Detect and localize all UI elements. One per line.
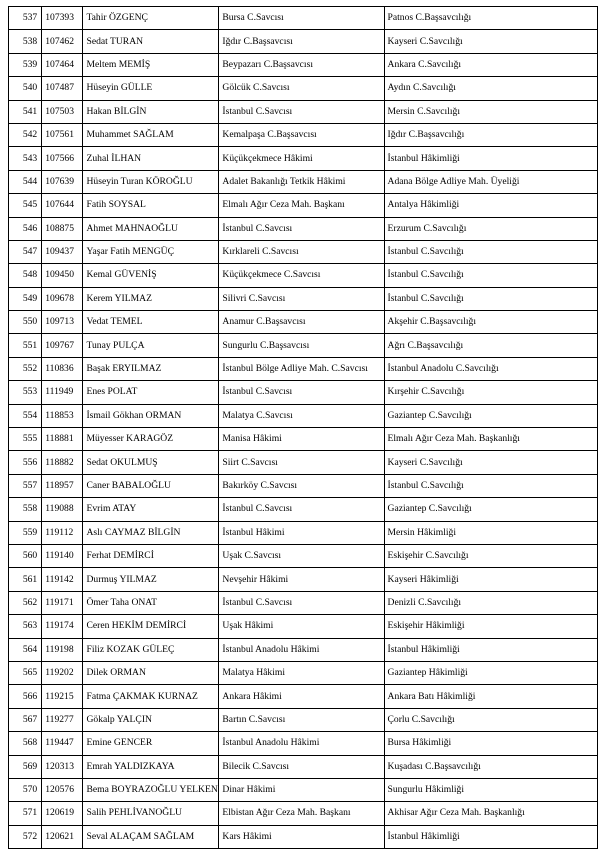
person-name-cell: Fatih SOYSAL xyxy=(83,194,219,217)
table-row xyxy=(9,287,598,310)
new-position-cell: Kayseri C.Savcılığı xyxy=(384,30,597,53)
registry-number-cell: 119174 xyxy=(42,615,83,638)
registry-number-cell: 120576 xyxy=(42,778,83,801)
new-position-cell: İstanbul C.Savcılığı xyxy=(384,474,597,497)
table-row xyxy=(9,123,598,146)
row-number-cell: 571 xyxy=(9,802,42,825)
new-position-cell: Gaziantep Hâkimliği xyxy=(384,661,597,684)
row-number-cell: 550 xyxy=(9,311,42,334)
table-row xyxy=(9,217,598,240)
table-row xyxy=(9,825,598,848)
current-position-cell: İstanbul C.Savcısı xyxy=(219,100,384,123)
person-name-cell: Kemal GÜVENİŞ xyxy=(83,264,219,287)
current-position-cell: Gölcük C.Savcısı xyxy=(219,77,384,100)
new-position-cell: Iğdır C.Başsavcılığı xyxy=(384,123,597,146)
table-row xyxy=(9,240,598,263)
person-name-cell: Müyesser KARAGÖZ xyxy=(83,428,219,451)
row-number-cell: 545 xyxy=(9,194,42,217)
row-number-cell: 547 xyxy=(9,240,42,263)
row-number-cell: 544 xyxy=(9,170,42,193)
person-name-cell: Sedat OKULMUŞ xyxy=(83,451,219,474)
current-position-cell: İstanbul C.Savcısı xyxy=(219,591,384,614)
person-name-cell: Meltem MEMİŞ xyxy=(83,53,219,76)
row-number-cell: 562 xyxy=(9,591,42,614)
table-row xyxy=(9,755,598,778)
row-number-cell: 552 xyxy=(9,357,42,380)
row-number-cell: 542 xyxy=(9,123,42,146)
row-number-cell: 558 xyxy=(9,498,42,521)
current-position-cell: İstanbul Bölge Adliye Mah. C.Savcısı xyxy=(219,357,384,380)
current-position-cell: Uşak C.Savcısı xyxy=(219,544,384,567)
current-position-cell: Siirt C.Savcısı xyxy=(219,451,384,474)
table-row xyxy=(9,381,598,404)
person-name-cell: Ahmet MAHNAOĞLU xyxy=(83,217,219,240)
current-position-cell: Dinar Hâkimi xyxy=(219,778,384,801)
row-number-cell: 540 xyxy=(9,77,42,100)
current-position-cell: Iğdır C.Başsavcısı xyxy=(219,30,384,53)
new-position-cell: Kuşadası C.Başsavcılığı xyxy=(384,755,597,778)
table-row xyxy=(9,311,598,334)
appointment-table xyxy=(8,6,598,849)
current-position-cell: Kırklareli C.Savcısı xyxy=(219,240,384,263)
new-position-cell: İstanbul Anadolu C.Savcılığı xyxy=(384,357,597,380)
current-position-cell: Küçükçekmece Hâkimi xyxy=(219,147,384,170)
registry-number-cell: 119088 xyxy=(42,498,83,521)
table-row xyxy=(9,778,598,801)
row-number-cell: 543 xyxy=(9,147,42,170)
new-position-cell: İstanbul C.Savcılığı xyxy=(384,240,597,263)
new-position-cell: Antalya Hâkimliği xyxy=(384,194,597,217)
registry-number-cell: 110836 xyxy=(42,357,83,380)
table-row xyxy=(9,264,598,287)
new-position-cell: Aydın C.Savcılığı xyxy=(384,77,597,100)
registry-number-cell: 109450 xyxy=(42,264,83,287)
current-position-cell: İstanbul Anadolu Hâkimi xyxy=(219,638,384,661)
current-position-cell: İstanbul C.Savcısı xyxy=(219,217,384,240)
registry-number-cell: 119112 xyxy=(42,521,83,544)
person-name-cell: Aslı CAYMAZ BİLGİN xyxy=(83,521,219,544)
current-position-cell: Adalet Bakanlığı Tetkik Hâkimi xyxy=(219,170,384,193)
table-row xyxy=(9,544,598,567)
current-position-cell: Bilecik C.Savcısı xyxy=(219,755,384,778)
person-name-cell: Salih PEHLİVANOĞLU xyxy=(83,802,219,825)
current-position-cell: İstanbul C.Savcısı xyxy=(219,498,384,521)
current-position-cell: Bakırköy C.Savcısı xyxy=(219,474,384,497)
table-row xyxy=(9,474,598,497)
person-name-cell: Emrah YALDIZKAYA xyxy=(83,755,219,778)
person-name-cell: Sedat TURAN xyxy=(83,30,219,53)
person-name-cell: Ceren HEKİM DEMİRCİ xyxy=(83,615,219,638)
new-position-cell: Eskişehir Hâkimliği xyxy=(384,615,597,638)
row-number-cell: 555 xyxy=(9,428,42,451)
current-position-cell: Bursa C.Savcısı xyxy=(219,7,384,30)
current-position-cell: Kars Hâkimi xyxy=(219,825,384,848)
registry-number-cell: 118957 xyxy=(42,474,83,497)
row-number-cell: 546 xyxy=(9,217,42,240)
new-position-cell: Çorlu C.Savcılığı xyxy=(384,708,597,731)
current-position-cell: Beypazarı C.Başsavcısı xyxy=(219,53,384,76)
table-row xyxy=(9,638,598,661)
table-row xyxy=(9,685,598,708)
registry-number-cell: 120313 xyxy=(42,755,83,778)
row-number-cell: 549 xyxy=(9,287,42,310)
row-number-cell: 570 xyxy=(9,778,42,801)
current-position-cell: Uşak Hâkimi xyxy=(219,615,384,638)
registry-number-cell: 107487 xyxy=(42,77,83,100)
new-position-cell: Kırşehir C.Savcılığı xyxy=(384,381,597,404)
registry-number-cell: 111949 xyxy=(42,381,83,404)
registry-number-cell: 120621 xyxy=(42,825,83,848)
registry-number-cell: 119202 xyxy=(42,661,83,684)
person-name-cell: Zuhal İLHAN xyxy=(83,147,219,170)
current-position-cell: Anamur C.Başsavcısı xyxy=(219,311,384,334)
table-row xyxy=(9,194,598,217)
registry-number-cell: 109713 xyxy=(42,311,83,334)
registry-number-cell: 120619 xyxy=(42,802,83,825)
registry-number-cell: 107566 xyxy=(42,147,83,170)
registry-number-cell: 107561 xyxy=(42,123,83,146)
row-number-cell: 553 xyxy=(9,381,42,404)
new-position-cell: Ankara C.Savcılığı xyxy=(384,53,597,76)
current-position-cell: Malatya C.Savcısı xyxy=(219,404,384,427)
registry-number-cell: 109437 xyxy=(42,240,83,263)
person-name-cell: Tunay PULÇA xyxy=(83,334,219,357)
new-position-cell: Gaziantep C.Savcılığı xyxy=(384,498,597,521)
person-name-cell: Yaşar Fatih MENGÜÇ xyxy=(83,240,219,263)
current-position-cell: İstanbul C.Savcısı xyxy=(219,381,384,404)
registry-number-cell: 109767 xyxy=(42,334,83,357)
registry-number-cell: 119140 xyxy=(42,544,83,567)
row-number-cell: 565 xyxy=(9,661,42,684)
table-row xyxy=(9,53,598,76)
new-position-cell: İstanbul Hâkimliği xyxy=(384,825,597,848)
person-name-cell: Muhammet SAĞLAM xyxy=(83,123,219,146)
table-row xyxy=(9,100,598,123)
current-position-cell: Elmalı Ağır Ceza Mah. Başkanı xyxy=(219,194,384,217)
person-name-cell: Durmuş YILMAZ xyxy=(83,568,219,591)
new-position-cell: İstanbul Hâkimliği xyxy=(384,147,597,170)
table-row xyxy=(9,498,598,521)
person-name-cell: Ferhat DEMİRCİ xyxy=(83,544,219,567)
new-position-cell: Ağrı C.Başsavcılığı xyxy=(384,334,597,357)
table-row xyxy=(9,428,598,451)
person-name-cell: Gökalp YALÇIN xyxy=(83,708,219,731)
person-name-cell: Emine GENCER xyxy=(83,732,219,755)
new-position-cell: İstanbul C.Savcılığı xyxy=(384,264,597,287)
current-position-cell: Malatya Hâkimi xyxy=(219,661,384,684)
person-name-cell: Caner BABALOĞLU xyxy=(83,474,219,497)
current-position-cell: Ankara Hâkimi xyxy=(219,685,384,708)
registry-number-cell: 119447 xyxy=(42,732,83,755)
table-row xyxy=(9,404,598,427)
table-row xyxy=(9,357,598,380)
new-position-cell: Sungurlu Hâkimliği xyxy=(384,778,597,801)
table-row xyxy=(9,30,598,53)
new-position-cell: Erzurum C.Savcılığı xyxy=(384,217,597,240)
person-name-cell: Hüseyin Turan KÖROĞLU xyxy=(83,170,219,193)
registry-number-cell: 107462 xyxy=(42,30,83,53)
table-row xyxy=(9,77,598,100)
table-row xyxy=(9,170,598,193)
table-row xyxy=(9,615,598,638)
current-position-cell: Nevşehir Hâkimi xyxy=(219,568,384,591)
new-position-cell: Akşehir C.Başsavcılığı xyxy=(384,311,597,334)
person-name-cell: Kerem YILMAZ xyxy=(83,287,219,310)
current-position-cell: Sungurlu C.Başsavcısı xyxy=(219,334,384,357)
current-position-cell: Elbistan Ağır Ceza Mah. Başkanı xyxy=(219,802,384,825)
new-position-cell: Kayseri Hâkimliği xyxy=(384,568,597,591)
row-number-cell: 559 xyxy=(9,521,42,544)
new-position-cell: İstanbul C.Savcılığı xyxy=(384,287,597,310)
row-number-cell: 541 xyxy=(9,100,42,123)
row-number-cell: 567 xyxy=(9,708,42,731)
person-name-cell: Başak ERYILMAZ xyxy=(83,357,219,380)
row-number-cell: 568 xyxy=(9,732,42,755)
person-name-cell: Hüseyin GÜLLE xyxy=(83,77,219,100)
row-number-cell: 563 xyxy=(9,615,42,638)
row-number-cell: 572 xyxy=(9,825,42,848)
row-number-cell: 539 xyxy=(9,53,42,76)
registry-number-cell: 107464 xyxy=(42,53,83,76)
person-name-cell: Vedat TEMEL xyxy=(83,311,219,334)
new-position-cell: Elmalı Ağır Ceza Mah. Başkanlığı xyxy=(384,428,597,451)
row-number-cell: 538 xyxy=(9,30,42,53)
new-position-cell: Eskişehir C.Savcılığı xyxy=(384,544,597,567)
row-number-cell: 556 xyxy=(9,451,42,474)
new-position-cell: Patnos C.Başsavcılığı xyxy=(384,7,597,30)
table-row xyxy=(9,732,598,755)
table-row xyxy=(9,802,598,825)
table-row xyxy=(9,708,598,731)
registry-number-cell: 119277 xyxy=(42,708,83,731)
person-name-cell: Evrim ATAY xyxy=(83,498,219,521)
registry-number-cell: 118882 xyxy=(42,451,83,474)
new-position-cell: Akhisar Ağır Ceza Mah. Başkanlığı xyxy=(384,802,597,825)
registry-number-cell: 107503 xyxy=(42,100,83,123)
registry-number-cell: 118881 xyxy=(42,428,83,451)
table-row xyxy=(9,334,598,357)
row-number-cell: 560 xyxy=(9,544,42,567)
person-name-cell: Tahir ÖZGENÇ xyxy=(83,7,219,30)
registry-number-cell: 119215 xyxy=(42,685,83,708)
person-name-cell: Hakan BİLGİN xyxy=(83,100,219,123)
new-position-cell: Kayseri C.Savcılığı xyxy=(384,451,597,474)
new-position-cell: Mersin Hâkimliği xyxy=(384,521,597,544)
new-position-cell: Gaziantep C.Savcılığı xyxy=(384,404,597,427)
table-row xyxy=(9,7,598,30)
current-position-cell: Bartın C.Savcısı xyxy=(219,708,384,731)
row-number-cell: 561 xyxy=(9,568,42,591)
person-name-cell: Ömer Taha ONAT xyxy=(83,591,219,614)
registry-number-cell: 118853 xyxy=(42,404,83,427)
current-position-cell: Küçükçekmece C.Savcısı xyxy=(219,264,384,287)
registry-number-cell: 109678 xyxy=(42,287,83,310)
new-position-cell: Ankara Batı Hâkimliği xyxy=(384,685,597,708)
person-name-cell: İsmail Gökhan ORMAN xyxy=(83,404,219,427)
new-position-cell: Denizli C.Savcılığı xyxy=(384,591,597,614)
table-row xyxy=(9,147,598,170)
current-position-cell: Silivri C.Savcısı xyxy=(219,287,384,310)
person-name-cell: Enes POLAT xyxy=(83,381,219,404)
row-number-cell: 548 xyxy=(9,264,42,287)
appointment-table-body xyxy=(9,7,598,849)
new-position-cell: Mersin C.Savcılığı xyxy=(384,100,597,123)
current-position-cell: Kemalpaşa C.Başsavcısı xyxy=(219,123,384,146)
table-row xyxy=(9,521,598,544)
table-row xyxy=(9,591,598,614)
table-row xyxy=(9,661,598,684)
new-position-cell: İstanbul Hâkimliği xyxy=(384,638,597,661)
row-number-cell: 569 xyxy=(9,755,42,778)
registry-number-cell: 107644 xyxy=(42,194,83,217)
registry-number-cell: 108875 xyxy=(42,217,83,240)
new-position-cell: Adana Bölge Adliye Mah. Üyeliği xyxy=(384,170,597,193)
person-name-cell: Seval ALAÇAM SAĞLAM xyxy=(83,825,219,848)
current-position-cell: İstanbul Anadolu Hâkimi xyxy=(219,732,384,755)
row-number-cell: 557 xyxy=(9,474,42,497)
registry-number-cell: 107639 xyxy=(42,170,83,193)
current-position-cell: Manisa Hâkimi xyxy=(219,428,384,451)
registry-number-cell: 119142 xyxy=(42,568,83,591)
registry-number-cell: 119198 xyxy=(42,638,83,661)
registry-number-cell: 119171 xyxy=(42,591,83,614)
table-row xyxy=(9,568,598,591)
person-name-cell: Fatma ÇAKMAK KURNAZ xyxy=(83,685,219,708)
person-name-cell: Dilek ORMAN xyxy=(83,661,219,684)
row-number-cell: 564 xyxy=(9,638,42,661)
row-number-cell: 554 xyxy=(9,404,42,427)
row-number-cell: 566 xyxy=(9,685,42,708)
row-number-cell: 551 xyxy=(9,334,42,357)
person-name-cell: Bema BOYRAZOĞLU YELKEN xyxy=(83,778,219,801)
registry-number-cell: 107393 xyxy=(42,7,83,30)
row-number-cell: 537 xyxy=(9,7,42,30)
new-position-cell: Bursa Hâkimliği xyxy=(384,732,597,755)
person-name-cell: Filiz KOZAK GÜLEÇ xyxy=(83,638,219,661)
current-position-cell: İstanbul Hâkimi xyxy=(219,521,384,544)
table-row xyxy=(9,451,598,474)
